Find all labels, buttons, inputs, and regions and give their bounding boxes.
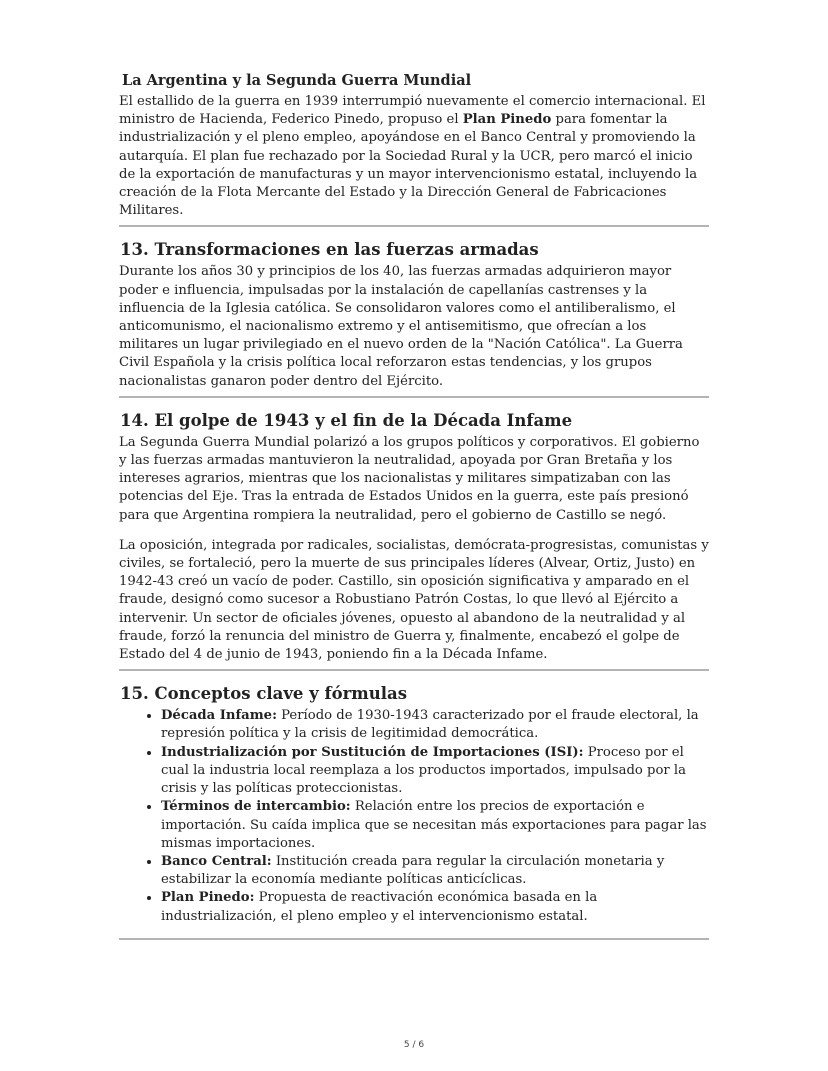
concept-term: Términos de intercambio: (161, 799, 351, 815)
section-divider (119, 225, 709, 227)
concept-term: Década Infame: (161, 708, 277, 724)
list-item (161, 744, 709, 799)
section-divider (119, 938, 709, 940)
paragraph: Durante los años 30 y principios de los 40, las fuerzas armadas adquirieron mayor poder e influencia, impulsadas por la instalación de capellanías castrenses y la influencia de la Iglesia católica. Se consolidaron valores como el antiliberalismo, el anticomunismo, el nacionalismo extremo y el antisemitismo, que ofrecían a los militares un lugar privilegiado en el nuevo orden de la "Nación Católica". La Guerra Civil Española y la crisis política local reforzaron estas tendencias, y los grupos nacionalistas ganaron poder dentro del Ejército. (119, 264, 683, 389)
list-item (161, 889, 709, 925)
section-heading: 13. Transformaciones en las fuerzas armadas (120, 240, 539, 260)
paragraph (119, 93, 709, 220)
page-number: 5 / 6 (403, 1040, 425, 1050)
section-heading: 15. Conceptos clave y fórmulas (120, 684, 407, 704)
section-argentina-wwii (119, 70, 709, 220)
concept-definition: Relación entre los precios de exportación e importación. Su caída implica que se necesitan más exportaciones para pagar las mismas importaciones. (161, 799, 707, 851)
text-run: El estallido de la guerra en 1939 interrumpió nuevamente el comercio internacional. El ministro de Hacienda, Federico Pinedo, propuso el (119, 94, 706, 128)
concept-term: Banco Central: (161, 853, 272, 869)
paragraph: La oposición, integrada por radicales, socialistas, demócrata-progresistas, comunistas y civiles, se fortaleció, pero la muerte de sus principales líderes (Alvear, Ortiz, Justo) en 1942-43 creó un vacío de poder. Castillo, sin oposición significativa y amparado en el fraude, designó como sucesor a Robustiano Patrón Costas, lo que llevó al Ejército a intervenir. Un sector de oficiales jóvenes, opuesto al abandono de la neutralidad y al fraude, forzó la renuncia del ministro de Guerra y, finalmente, encabezó el golpe de Estado del 4 de junio de 1943, poniendo fin a la Década Infame. (119, 537, 709, 663)
section-heading: La Argentina y la Segunda Guerra Mundial (122, 72, 472, 89)
list-item (161, 853, 709, 889)
list-item (161, 707, 709, 743)
section-heading: 14. El golpe de 1943 y el fin de la Década Infame (120, 410, 573, 430)
list-item (161, 798, 709, 853)
text-run: para fomentar la industrialización y el pleno empleo, apoyándose en el Banco Central y promoviendo la autarquía. El plan fue rechazado por la Sociedad Rural y la UCR, pero marcó el inicio de la exportación de manufacturas y un mayor intervencionismo estatal, incluyendo la creación de la Flota Mercante del Estado y la Dirección General de Fabricaciones Militares. (119, 112, 698, 219)
concept-definition: Período de 1930-1943 caracterizado por el fraude electoral, la represión política y la crisis de legitimidad democrática. (161, 708, 699, 742)
section-divider (119, 396, 709, 398)
concept-term: Plan Pinedo: (161, 890, 255, 906)
concept-definition: Propuesta de reactivación económica basada en la industrialización, el pleno empleo y el intervencionismo estatal. (161, 890, 598, 924)
concept-definition: Proceso por el cual la industria local reemplaza a los productos importados, impulsado por la crisis y las políticas proteccionistas. (161, 744, 686, 797)
document-page (119, 70, 709, 951)
section-14 (119, 409, 709, 664)
section-15 (119, 682, 709, 925)
section-divider (119, 669, 709, 671)
concept-definition: Institución creada para regular la circulación monetaria y estabilizar la economía mediante políticas anticíclicas. (161, 853, 665, 888)
section-13 (119, 238, 709, 390)
concept-list (119, 707, 709, 925)
bold-term: Plan Pinedo (462, 112, 552, 128)
concept-term: Industrialización por Sustitución de Importaciones (ISI): (161, 744, 584, 760)
paragraph: La Segunda Guerra Mundial polarizó a los grupos políticos y corporativos. El gobierno y las fuerzas armadas mantuvieron la neutralidad, apoyada por Gran Bretaña y los intereses agrarios, mientras que los nacionalistas y militares simpatizaban con las potencias del Eje. Tras la entrada de Estados Unidos en la guerra, este país presionó para que Argentina rompiera la neutralidad, pero el gobierno de Castillo se negó. (119, 434, 700, 523)
